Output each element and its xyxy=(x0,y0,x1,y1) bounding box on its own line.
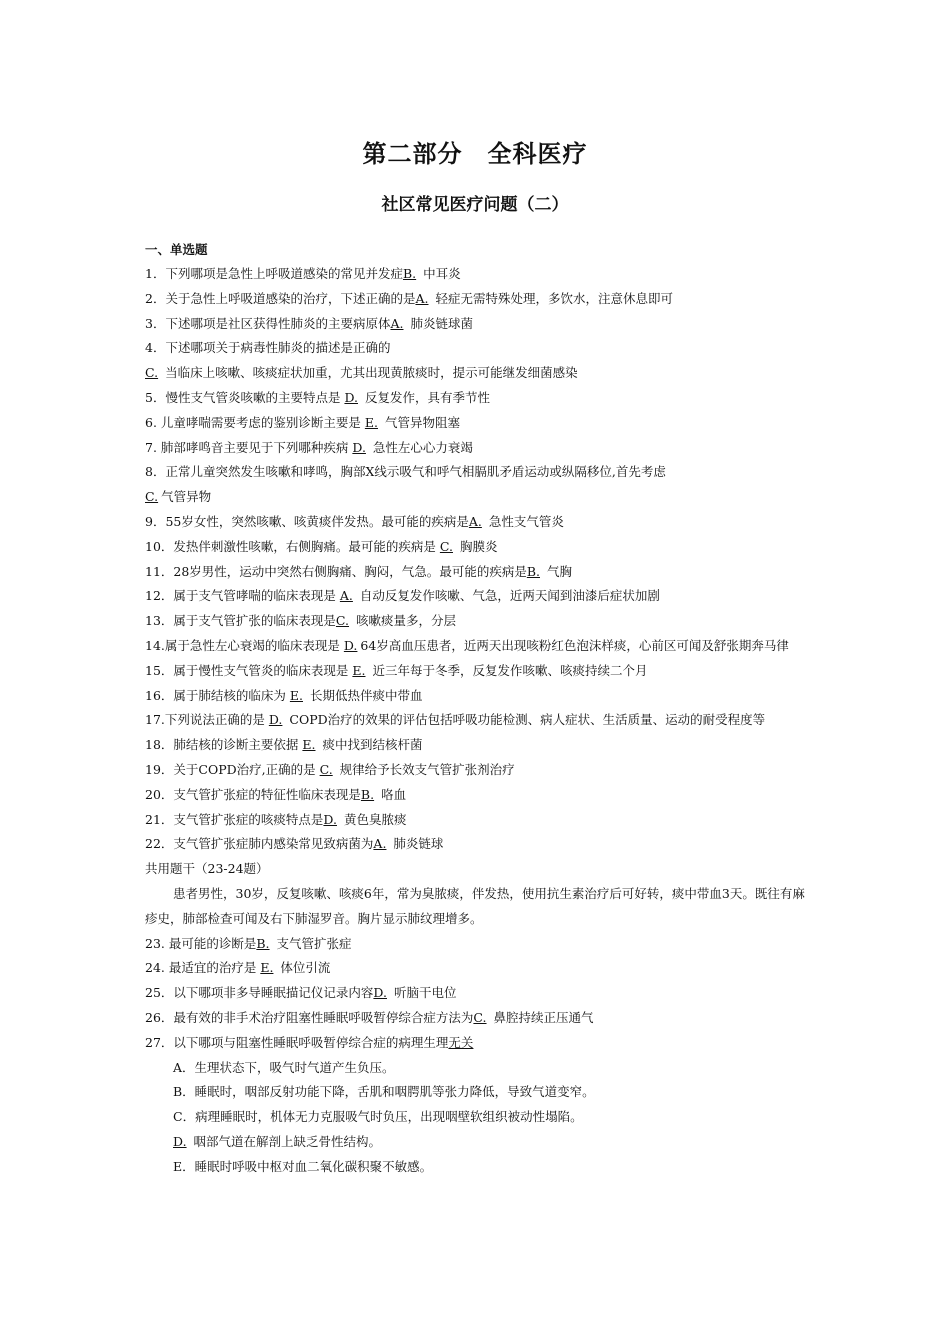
answer-key: A. xyxy=(415,290,429,306)
question-line xyxy=(145,411,810,436)
question-line xyxy=(145,981,810,1006)
question-text: 10．发热伴刺激性咳嗽，右侧胸痛。最可能的疾病是 xyxy=(145,538,440,554)
answer-text: 痰中找到结核杆菌 xyxy=(318,737,423,753)
answer-text: 听脑干电位 xyxy=(389,985,457,1001)
question-text: 27．以下哪项与阻塞性睡眠呼吸暂停综合症的病理生理 xyxy=(145,1034,449,1050)
answer-key: E. xyxy=(260,960,274,976)
question-text: 3．下述哪项是社区获得性肺炎的主要病原体 xyxy=(145,315,391,331)
answer-text: 鼻腔持续正压通气 xyxy=(489,1009,594,1025)
answer-key: B. xyxy=(360,786,375,802)
question-line xyxy=(145,584,810,609)
page-subtitle: 社区常见医疗问题（二） xyxy=(381,195,569,215)
question-line xyxy=(145,262,810,287)
question-line xyxy=(145,634,810,659)
answer-key: D. xyxy=(352,439,366,455)
question-text: 13．属于支气管扩张的临床表现是 xyxy=(145,613,336,629)
answer-text: 长期低热伴痰中带血 xyxy=(306,687,423,703)
answer-text: 急性左心心力衰竭 xyxy=(368,439,473,455)
answer-key: C. xyxy=(473,1009,487,1025)
question-text: 12．属于支气管哮喘的临床表现是 xyxy=(145,588,340,604)
question-line xyxy=(145,1155,810,1180)
question-line xyxy=(145,436,810,461)
answer-key: A. xyxy=(373,836,387,852)
answer-key: C. xyxy=(319,761,333,777)
question-line xyxy=(145,609,810,634)
question-list xyxy=(145,262,810,1179)
question-line xyxy=(145,460,810,485)
question-text: 23. 最可能的诊断是 xyxy=(145,935,257,951)
question-text: 9．55岁女性，突然咳嗽、咳黄痰伴发热。最可能的疾病是 xyxy=(145,513,469,529)
question-line xyxy=(145,659,810,684)
question-line xyxy=(145,832,810,857)
answer-key: B. xyxy=(256,935,270,951)
question-line xyxy=(145,560,810,585)
question-text: 5．慢性支气管炎咳嗽的主要特点是 xyxy=(145,389,345,405)
answer-key: D. xyxy=(323,811,337,827)
answer-text: 咯血 xyxy=(377,786,407,802)
answer-text: 气胸 xyxy=(543,563,572,579)
question-line xyxy=(145,1130,810,1155)
answer-key: D. xyxy=(373,985,387,1001)
question-text: 16．属于肺结核的临床为 xyxy=(145,687,290,703)
answer-text: 咽部气道在解剖上缺乏骨性结构。 xyxy=(189,1133,382,1149)
question-line xyxy=(145,758,810,783)
answer-key: D. xyxy=(343,637,358,653)
question-text: 24. 最适宜的治疗是 xyxy=(145,960,261,976)
question-text: 共用题干（23-24题） xyxy=(145,861,269,877)
answer-text: 自动反复发作咳嗽、气急，近两天闻到油漆后症状加剧 xyxy=(355,588,660,604)
answer-text: COPD治疗的效果的评估包括呼吸功能检测、病人症状、生活质量、运动的耐受程度等 xyxy=(285,712,766,728)
question-text: B．睡眠时，咽部反射功能下降，舌肌和咽腭肌等张力降低，导致气道变窄。 xyxy=(173,1084,595,1100)
question-text: 25．以下哪项非多导睡眠描记仪记录内容 xyxy=(145,985,374,1001)
answer-text: 规律给予长效支气管扩张剂治疗 xyxy=(335,761,515,777)
answer-key: A. xyxy=(468,513,482,529)
question-text: 15．属于慢性支气管炎的临床表现是 xyxy=(145,662,353,678)
question-text: 4．下述哪项关于病毒性肺炎的描述是正确的 xyxy=(145,340,391,356)
answer-text: 体位引流 xyxy=(276,960,331,976)
answer-key: E. xyxy=(289,687,303,703)
question-line xyxy=(145,1105,810,1130)
answer-key: C. xyxy=(439,538,453,554)
question-line xyxy=(145,312,810,337)
question-text: 7. 肺部哮鸣音主要见于下列哪种疾病 xyxy=(145,439,353,455)
question-line xyxy=(145,510,810,535)
answer-key: D. xyxy=(268,712,283,728)
answer-text: 反复发作，具有季节性 xyxy=(361,389,490,405)
question-line xyxy=(145,932,810,957)
answer-key: C. xyxy=(145,365,159,381)
answer-key: E. xyxy=(352,662,366,678)
question-line xyxy=(145,336,810,361)
question-line xyxy=(145,535,810,560)
question-text: E．睡眠时呼吸中枢对血二氧化碳积聚不敏感。 xyxy=(173,1158,433,1174)
question-text: 26．最有效的非手术治疗阻塞性睡眠呼吸暂停综合症方法为 xyxy=(145,1009,474,1025)
question-line xyxy=(145,1006,810,1031)
question-text: 1．下列哪项是急性上呼吸道感染的常见并发症 xyxy=(145,266,403,281)
answer-text: 胸膜炎 xyxy=(455,538,498,554)
question-line xyxy=(145,857,810,882)
question-text: 14.属于急性左心衰竭的临床表现是 xyxy=(145,637,344,653)
question-text: 17.下列说法正确的是 xyxy=(145,712,269,728)
answer-key: B. xyxy=(526,563,540,579)
question-line xyxy=(145,733,810,758)
question-line xyxy=(145,882,810,932)
question-line xyxy=(145,361,810,386)
answer-key: D. xyxy=(344,389,358,405)
answer-key: A. xyxy=(339,588,353,604)
answer-key: D. xyxy=(173,1133,187,1149)
question-line xyxy=(145,485,810,510)
answer-key: 无关 xyxy=(448,1034,474,1050)
question-text: 22．支气管扩张症肺内感染常见致病菌为 xyxy=(145,836,374,852)
question-text: 患者男性，30岁，反复咳嗽、咳痰6年，常为臭脓痰，伴发热，使用抗生素治疗后可好转，痰中带血3天。既往有麻疹史，肺部检查可闻及右下肺湿罗音。胸片显示肺纹理增多。 xyxy=(145,885,805,926)
question-text: 2．关于急性上呼吸道感染的治疗，下述正确的是 xyxy=(145,290,416,306)
answer-text: 黄色臭脓痰 xyxy=(339,811,407,827)
question-line xyxy=(145,1056,810,1081)
answer-text: 肺炎链球菌 xyxy=(406,315,473,331)
answer-text: 64岁高血压患者，近两天出现咳粉红色泡沫样痰，心前区可闻及舒张期奔马律 xyxy=(360,637,789,653)
question-line xyxy=(145,1031,810,1056)
answer-text: 支气管扩张症 xyxy=(272,935,352,951)
question-line xyxy=(145,956,810,981)
answer-key: B. xyxy=(402,266,417,281)
question-line xyxy=(145,1080,810,1105)
question-text: 6. 儿童哮喘需要考虑的鉴别诊断主要是 xyxy=(145,414,365,430)
question-text: 20．支气管扩张症的特征性临床表现是 xyxy=(145,786,361,802)
section-heading: 一、单选题 xyxy=(145,242,208,257)
question-text: 21．支气管扩张症的咳痰特点是 xyxy=(145,811,324,827)
question-line xyxy=(145,783,810,808)
question-text: C．病理睡眠时，机体无力克服吸气时负压，出现咽壁软组织被动性塌陷。 xyxy=(173,1109,583,1125)
answer-text: 咳嗽痰量多，分层 xyxy=(352,613,456,629)
question-text: 11．28岁男性，运动中突然右侧胸痛、胸闷，气急。最可能的疾病是 xyxy=(145,563,527,579)
question-line xyxy=(145,287,810,312)
answer-key: E. xyxy=(364,414,378,430)
answer-text: 急性支气管炎 xyxy=(484,513,564,529)
question-text: 8．正常儿童突然发生咳嗽和哮鸣，胸部X线示吸气和呼气相膈肌矛盾运动或纵隔移位,首先考虑 xyxy=(145,464,666,480)
answer-text: 轻症无需特殊处理，多饮水，注意休息即可 xyxy=(431,290,673,306)
question-text: 18．肺结核的诊断主要依据 xyxy=(145,737,303,753)
answer-key: C. xyxy=(145,489,159,505)
question-line xyxy=(145,808,810,833)
answer-key: E. xyxy=(302,737,316,753)
page-title: 第二部分 全科医疗 xyxy=(362,140,588,168)
question-text: A．生理状态下，吸气时气道产生负压。 xyxy=(173,1059,395,1075)
question-text: 19．关于COPD治疗,正确的是 xyxy=(145,761,320,777)
answer-key: A. xyxy=(390,315,404,331)
question-line xyxy=(145,386,810,411)
answer-text: 中耳炎 xyxy=(419,266,461,281)
answer-text: 当临床上咳嗽、咳痰症状加重，尤其出现黄脓痰时，提示可能继发细菌感染 xyxy=(161,365,578,381)
answer-key: C. xyxy=(335,613,350,629)
answer-text: 气管异物阻塞 xyxy=(380,414,460,430)
answer-text: 肺炎链球 xyxy=(389,836,444,852)
answer-text: 气管异物 xyxy=(161,489,212,505)
question-line xyxy=(145,708,810,733)
answer-text: 近三年每于冬季，反复发作咳嗽、咳痰持续二个月 xyxy=(368,662,648,678)
question-line xyxy=(145,684,810,709)
